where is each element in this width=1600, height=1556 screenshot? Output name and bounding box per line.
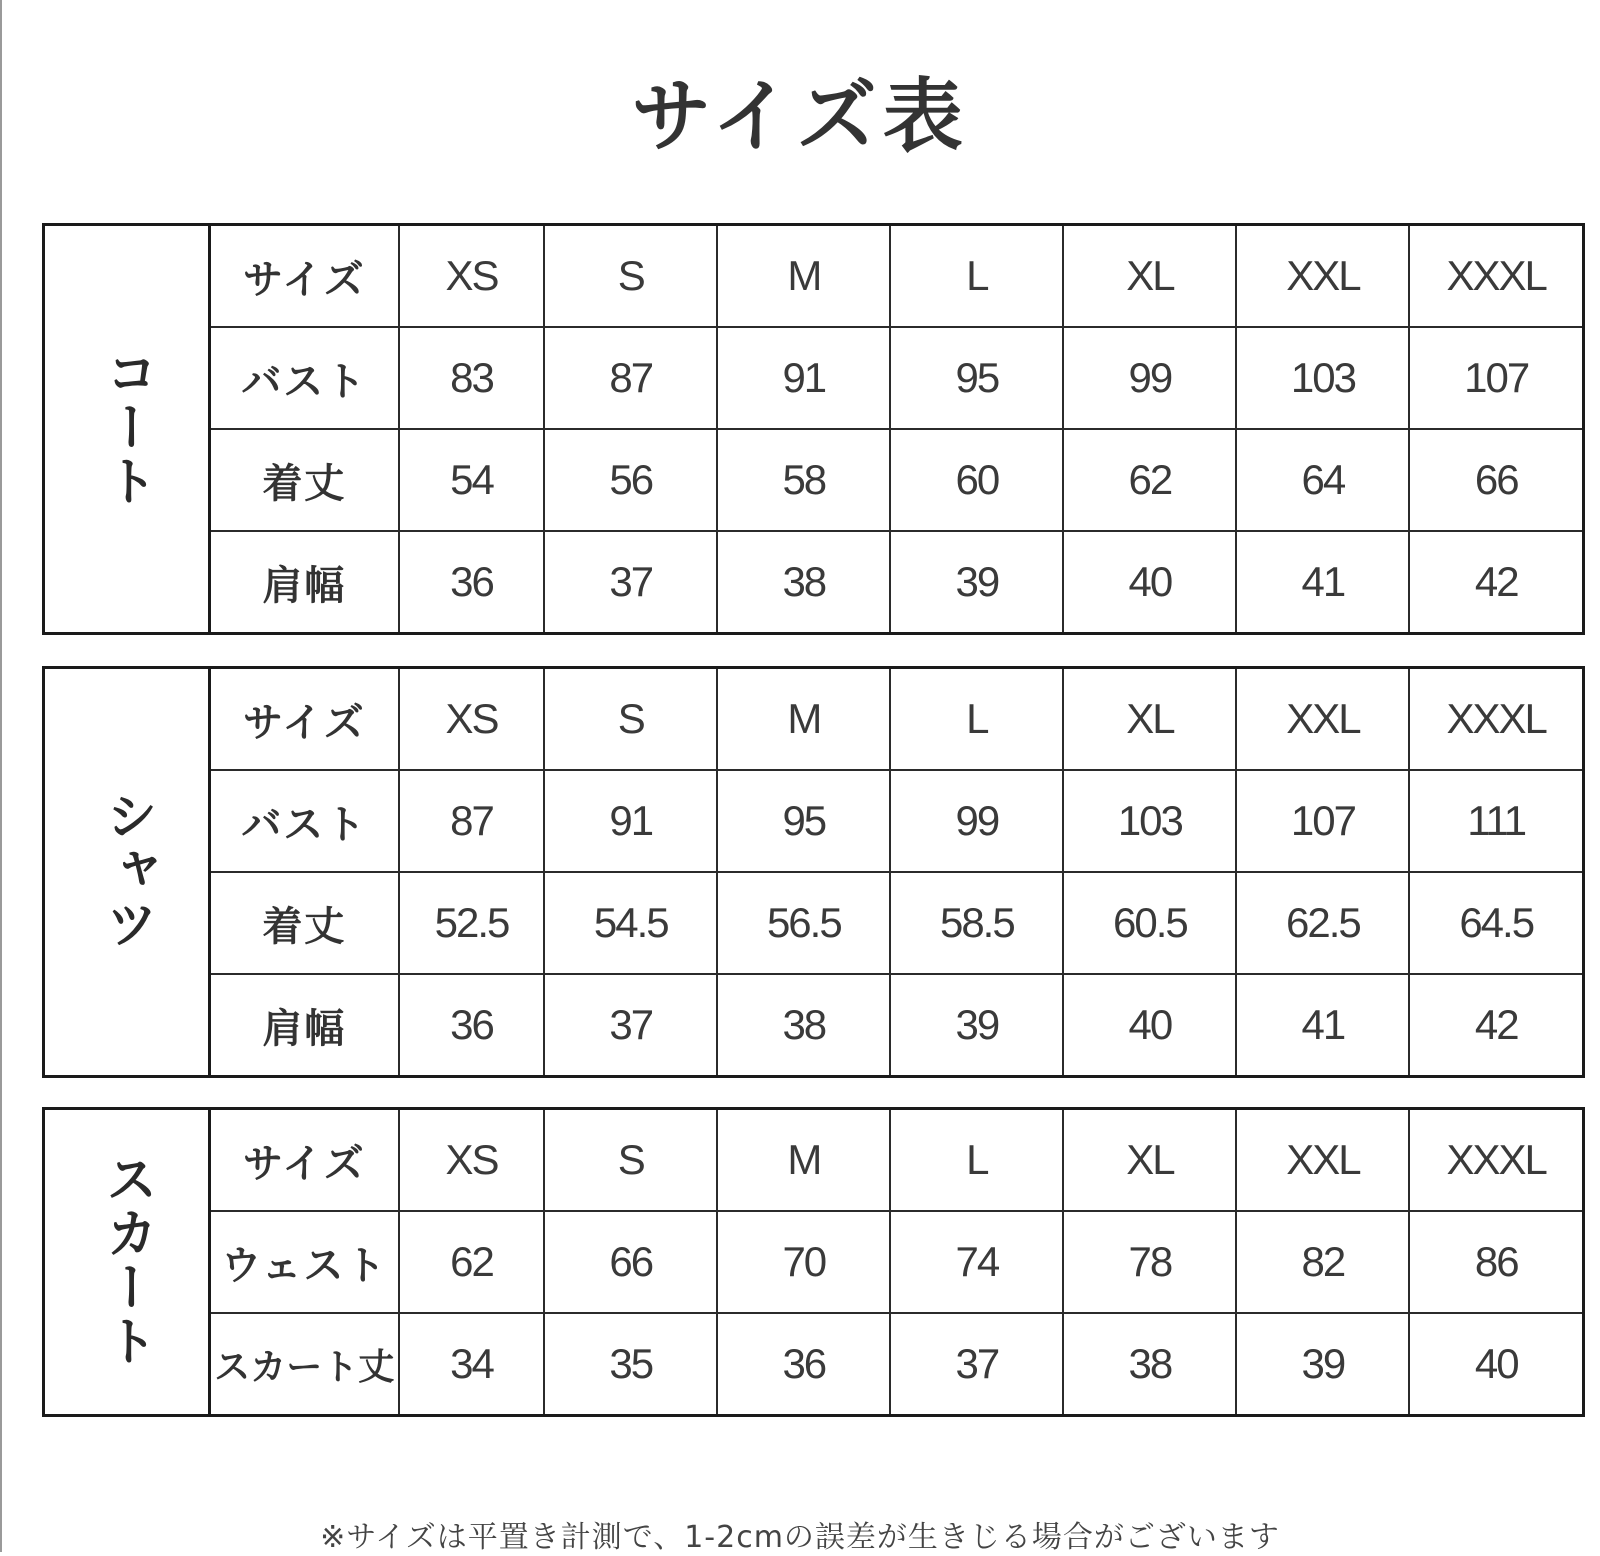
- value-cell: 99: [890, 770, 1063, 872]
- row-label: バスト: [209, 327, 398, 429]
- row-label: サイズ: [209, 225, 398, 328]
- size-header-cell: XXL: [1236, 1109, 1409, 1212]
- shirt-size-table: [42, 666, 1585, 1078]
- table-row: [44, 429, 1584, 531]
- value-cell: 66: [544, 1211, 717, 1313]
- size-header-cell: S: [544, 668, 717, 771]
- size-header-cell: XS: [399, 225, 545, 328]
- table-row: [44, 668, 1584, 771]
- value-cell: 58: [717, 429, 890, 531]
- value-cell: 56: [544, 429, 717, 531]
- value-cell: 36: [717, 1313, 890, 1416]
- value-cell: 40: [1409, 1313, 1583, 1416]
- row-label: バスト: [209, 770, 398, 872]
- size-header-cell: M: [717, 668, 890, 771]
- value-cell: 107: [1236, 770, 1409, 872]
- size-header-cell: M: [717, 225, 890, 328]
- page-edge-line: [0, 0, 2, 1552]
- value-cell: 91: [544, 770, 717, 872]
- category-cell: [44, 668, 210, 1077]
- value-cell: 62: [1063, 429, 1236, 531]
- size-header-cell: XXXL: [1409, 225, 1583, 328]
- measurement-note: ※サイズは平置き計測で、1-2cmの誤差が生きじる場合がございます: [320, 1520, 1280, 1555]
- value-cell: 40: [1063, 531, 1236, 634]
- value-cell: 107: [1409, 327, 1583, 429]
- value-cell: 36: [399, 974, 545, 1077]
- row-label: 着丈: [209, 872, 398, 974]
- size-header-cell: L: [890, 225, 1063, 328]
- value-cell: 37: [890, 1313, 1063, 1416]
- value-cell: 111: [1409, 770, 1583, 872]
- size-header-cell: XXXL: [1409, 668, 1583, 771]
- category-cell: [44, 1109, 210, 1416]
- value-cell: 42: [1409, 974, 1583, 1077]
- table-row: [44, 1109, 1584, 1212]
- value-cell: 64: [1236, 429, 1409, 531]
- value-cell: 38: [717, 531, 890, 634]
- value-cell: 82: [1236, 1211, 1409, 1313]
- size-header-cell: S: [544, 1109, 717, 1212]
- value-cell: 36: [399, 531, 545, 634]
- value-cell: 41: [1236, 974, 1409, 1077]
- value-cell: 103: [1236, 327, 1409, 429]
- table-row: [44, 770, 1584, 872]
- row-label: 着丈: [209, 429, 398, 531]
- size-header-cell: XL: [1063, 1109, 1236, 1212]
- row-label: ウェスト: [209, 1211, 398, 1313]
- size-header-cell: XXL: [1236, 225, 1409, 328]
- value-cell: 34: [399, 1313, 545, 1416]
- table-row: [44, 225, 1584, 328]
- value-cell: 95: [717, 770, 890, 872]
- value-cell: 87: [399, 770, 545, 872]
- value-cell: 60.5: [1063, 872, 1236, 974]
- size-header-cell: L: [890, 1109, 1063, 1212]
- value-cell: 52.5: [399, 872, 545, 974]
- value-cell: 95: [890, 327, 1063, 429]
- value-cell: 60: [890, 429, 1063, 531]
- value-cell: 103: [1063, 770, 1236, 872]
- size-header-cell: XXL: [1236, 668, 1409, 771]
- category-label: コート: [96, 346, 157, 508]
- page-title: サイズ表: [631, 70, 969, 163]
- size-header-cell: M: [717, 1109, 890, 1212]
- value-cell: 91: [717, 327, 890, 429]
- value-cell: 83: [399, 327, 545, 429]
- value-cell: 35: [544, 1313, 717, 1416]
- table-row: [44, 327, 1584, 429]
- value-cell: 38: [717, 974, 890, 1077]
- value-cell: 39: [890, 974, 1063, 1077]
- value-cell: 58.5: [890, 872, 1063, 974]
- skirt-size-table: [42, 1107, 1585, 1417]
- coat-size-table: [42, 223, 1585, 635]
- value-cell: 37: [544, 974, 717, 1077]
- row-label: サイズ: [209, 668, 398, 771]
- value-cell: 37: [544, 531, 717, 634]
- value-cell: 99: [1063, 327, 1236, 429]
- size-header-cell: XL: [1063, 668, 1236, 771]
- row-label: 肩幅: [209, 531, 398, 634]
- value-cell: 40: [1063, 974, 1236, 1077]
- value-cell: 54.5: [544, 872, 717, 974]
- value-cell: 39: [890, 531, 1063, 634]
- table-row: [44, 872, 1584, 974]
- value-cell: 41: [1236, 531, 1409, 634]
- value-cell: 62.5: [1236, 872, 1409, 974]
- value-cell: 66: [1409, 429, 1583, 531]
- value-cell: 54: [399, 429, 545, 531]
- value-cell: 70: [717, 1211, 890, 1313]
- value-cell: 87: [544, 327, 717, 429]
- size-header-cell: S: [544, 225, 717, 328]
- value-cell: 42: [1409, 531, 1583, 634]
- size-header-cell: XL: [1063, 225, 1236, 328]
- row-label: サイズ: [209, 1109, 398, 1212]
- category-cell: [44, 225, 210, 634]
- value-cell: 62: [399, 1211, 545, 1313]
- row-label: スカート丈: [209, 1313, 398, 1416]
- value-cell: 74: [890, 1211, 1063, 1313]
- table-row: [44, 974, 1584, 1077]
- category-label: シャツ: [96, 789, 157, 951]
- table-row: [44, 531, 1584, 634]
- value-cell: 78: [1063, 1211, 1236, 1313]
- value-cell: 86: [1409, 1211, 1583, 1313]
- table-row: [44, 1211, 1584, 1313]
- value-cell: 38: [1063, 1313, 1236, 1416]
- size-header-cell: XS: [399, 1109, 545, 1212]
- size-header-cell: XXXL: [1409, 1109, 1583, 1212]
- table-row: [44, 1313, 1584, 1416]
- value-cell: 64.5: [1409, 872, 1583, 974]
- size-header-cell: XS: [399, 668, 545, 771]
- category-label: スカート: [96, 1152, 157, 1368]
- value-cell: 39: [1236, 1313, 1409, 1416]
- value-cell: 56.5: [717, 872, 890, 974]
- size-header-cell: L: [890, 668, 1063, 771]
- row-label: 肩幅: [209, 974, 398, 1077]
